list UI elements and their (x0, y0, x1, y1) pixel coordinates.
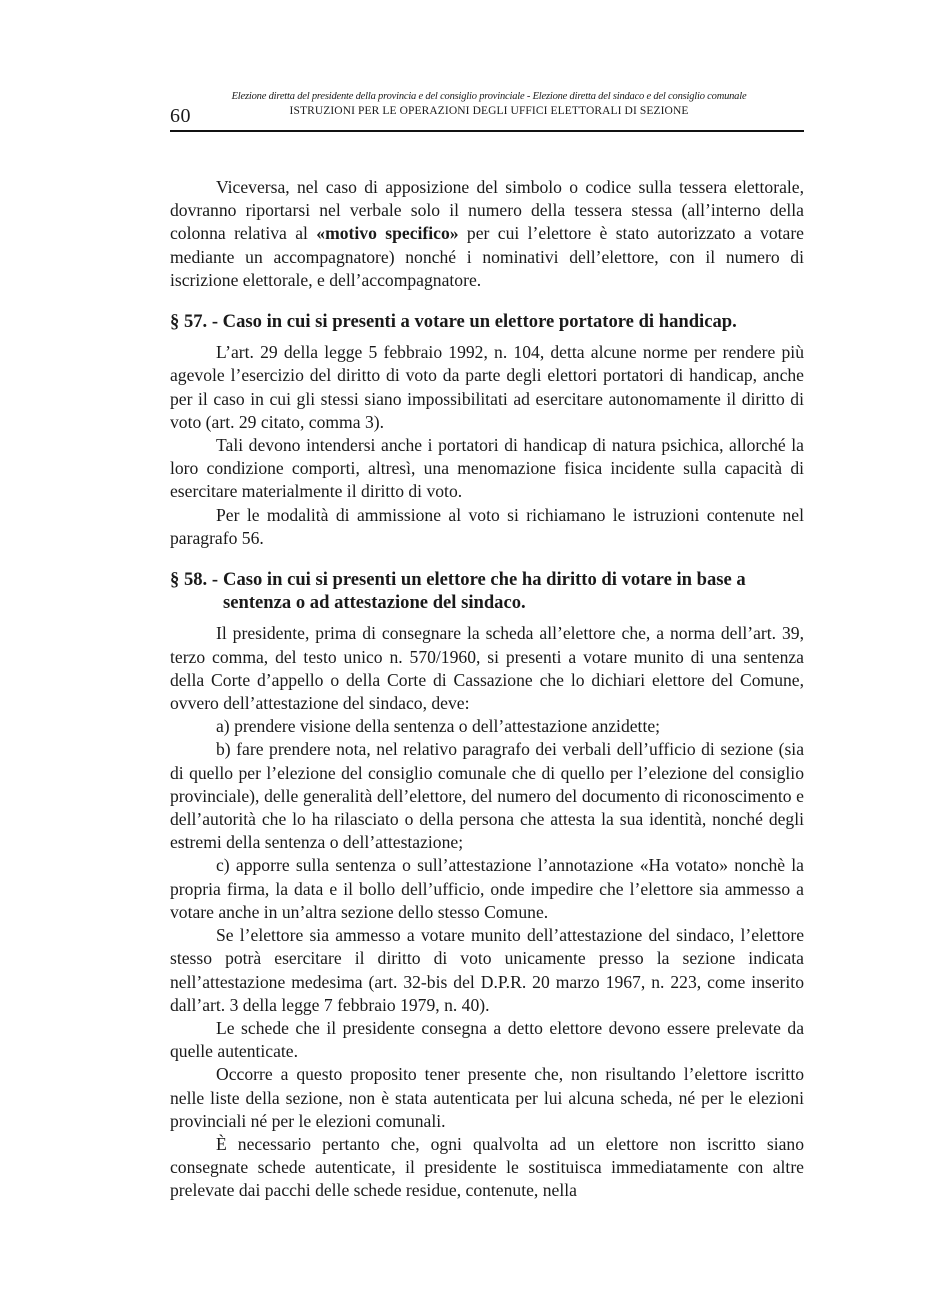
intro-bold-term: «motivo specifico» (316, 223, 459, 244)
intro-text-b: per cui l’elettore è stato autorizzato a votare mediante un accompagnatore) nonché i nominativi dell’elettore, con il numero di iscrizione elettorale, e dell’accompagnatore. (170, 223, 804, 290)
section-58-title-line2: sentenza o ad attestazione del sindaco. (223, 592, 526, 614)
section-58-paragraph: È necessario pertanto che, ogni qualvolta ad un elettore non iscritto siano consegnate schede autenticate, il presidente le sostituisca immediatamente con altre prelevate dai pacchi delle schede residue, contenute, nella (170, 1133, 804, 1201)
intro-text-a: Viceversa, nel caso di apposizione del simbolo o codice sulla tessera elettorale, dovranno riportarsi nel verbale solo il numero della tessera stessa (all’interno della colonna relativa al (170, 177, 804, 244)
section-58-title (218, 568, 746, 614)
section-58-heading (170, 568, 804, 614)
section-57-heading: § 57. - Caso in cui si presenti a votare un elettore portatore di handicap. (170, 311, 737, 333)
running-header (170, 88, 804, 130)
document-page (170, 88, 804, 1203)
section-58-paragraph: Occorre a questo proposito tener presente che, non risultando l’elettore iscritto nelle liste della sezione, non è stata autenticata per lui alcuna scheda, né per le elezioni provinciali né per le elezioni comunali. (170, 1064, 804, 1131)
body-text (170, 176, 804, 1203)
header-rule (170, 130, 804, 132)
section-58-list-item-a: a) prendere visione della sentenza o dell’attestazione anzidette; (216, 716, 661, 737)
section-58-number: § 58. - (170, 569, 219, 591)
section-58-paragraph: Il presidente, prima di consegnare la scheda all’elettore che, a norma dell’art. 39, terzo comma, del testo unico n. 570/1960, si presenti a votare munito di una sentenza della Corte d’appello o della Corte di Cassazione che lo dichiari elettore del Comune, ovvero dell’attestazione del sindaco, deve: (170, 623, 804, 714)
page-number: 60 (170, 105, 191, 127)
section-58-title-line1: Caso in cui si presenti un elettore che ha diritto di votare in base a (223, 569, 746, 591)
section-58-list-item-c: c) apporre sulla sentenza o sull’attestazione l’annotazione «Ha votato» nonchè la propria firma, la data e il bollo dell’ufficio, onde impedire che l’elettore sia ammesso a votare anche in un’altra sezione dello stesso Comune. (170, 855, 804, 922)
section-58-list-item-b: b) fare prendere nota, nel relativo paragrafo dei verbali dell’ufficio di sezione (sia di quello per l’elezione del consiglio comunale che di quello per l’elezione del consiglio provinciale), delle generalità dell’elettore, del numero del documento di riconoscimento e dell’autorità che lo ha rilasciato o della persona che attesta la sua identità, nonché degli estremi della sentenza o dell’attestazione; (170, 739, 804, 853)
section-58-paragraph: Le schede che il presidente consegna a detto elettore devono essere prelevate da quelle autenticate. (170, 1017, 804, 1062)
intro-paragraph (170, 176, 804, 292)
section-57-paragraph: Tali devono intendersi anche i portatori di handicap di natura psichica, allorché la loro condizione comporti, altresì, una menomazione fisica incidente sulla capacità di esercitare materialmente il diritto di voto. (170, 435, 804, 502)
section-57-paragraph: L’art. 29 della legge 5 febbraio 1992, n. 104, detta alcune norme per rendere più agevole l’esercizio del diritto di voto da parte degli elettori portatori di handicap, anche per il caso in cui gli stessi siano impossibilitati ad esercitare autonomamente il diritto di voto (art. 29 citato, comma 3). (170, 342, 804, 432)
running-subtitle: ISTRUZIONI PER LE OPERAZIONI DEGLI UFFICI ELETTORALI DI SEZIONE (289, 105, 689, 117)
running-title: Elezione diretta del presidente della provincia e del consiglio provinciale - Elezione diretta del sindaco e del consiglio comunale (231, 91, 747, 102)
section-58-paragraph: Se l’elettore sia ammesso a votare munito dell’attestazione del sindaco, l’elettore stesso potrà esercitare il diritto di voto unicamente presso la sezione indicata nell’attestazione medesima (art. 32-bis del D.P.R. 20 marzo 1967, n. 223, come inserito dall’art. 3 della legge 7 febbraio 1979, n. 40). (170, 925, 804, 1015)
section-57-paragraph: Per le modalità di ammissione al voto si richiamano le istruzioni contenute nel paragrafo 56. (170, 504, 804, 548)
